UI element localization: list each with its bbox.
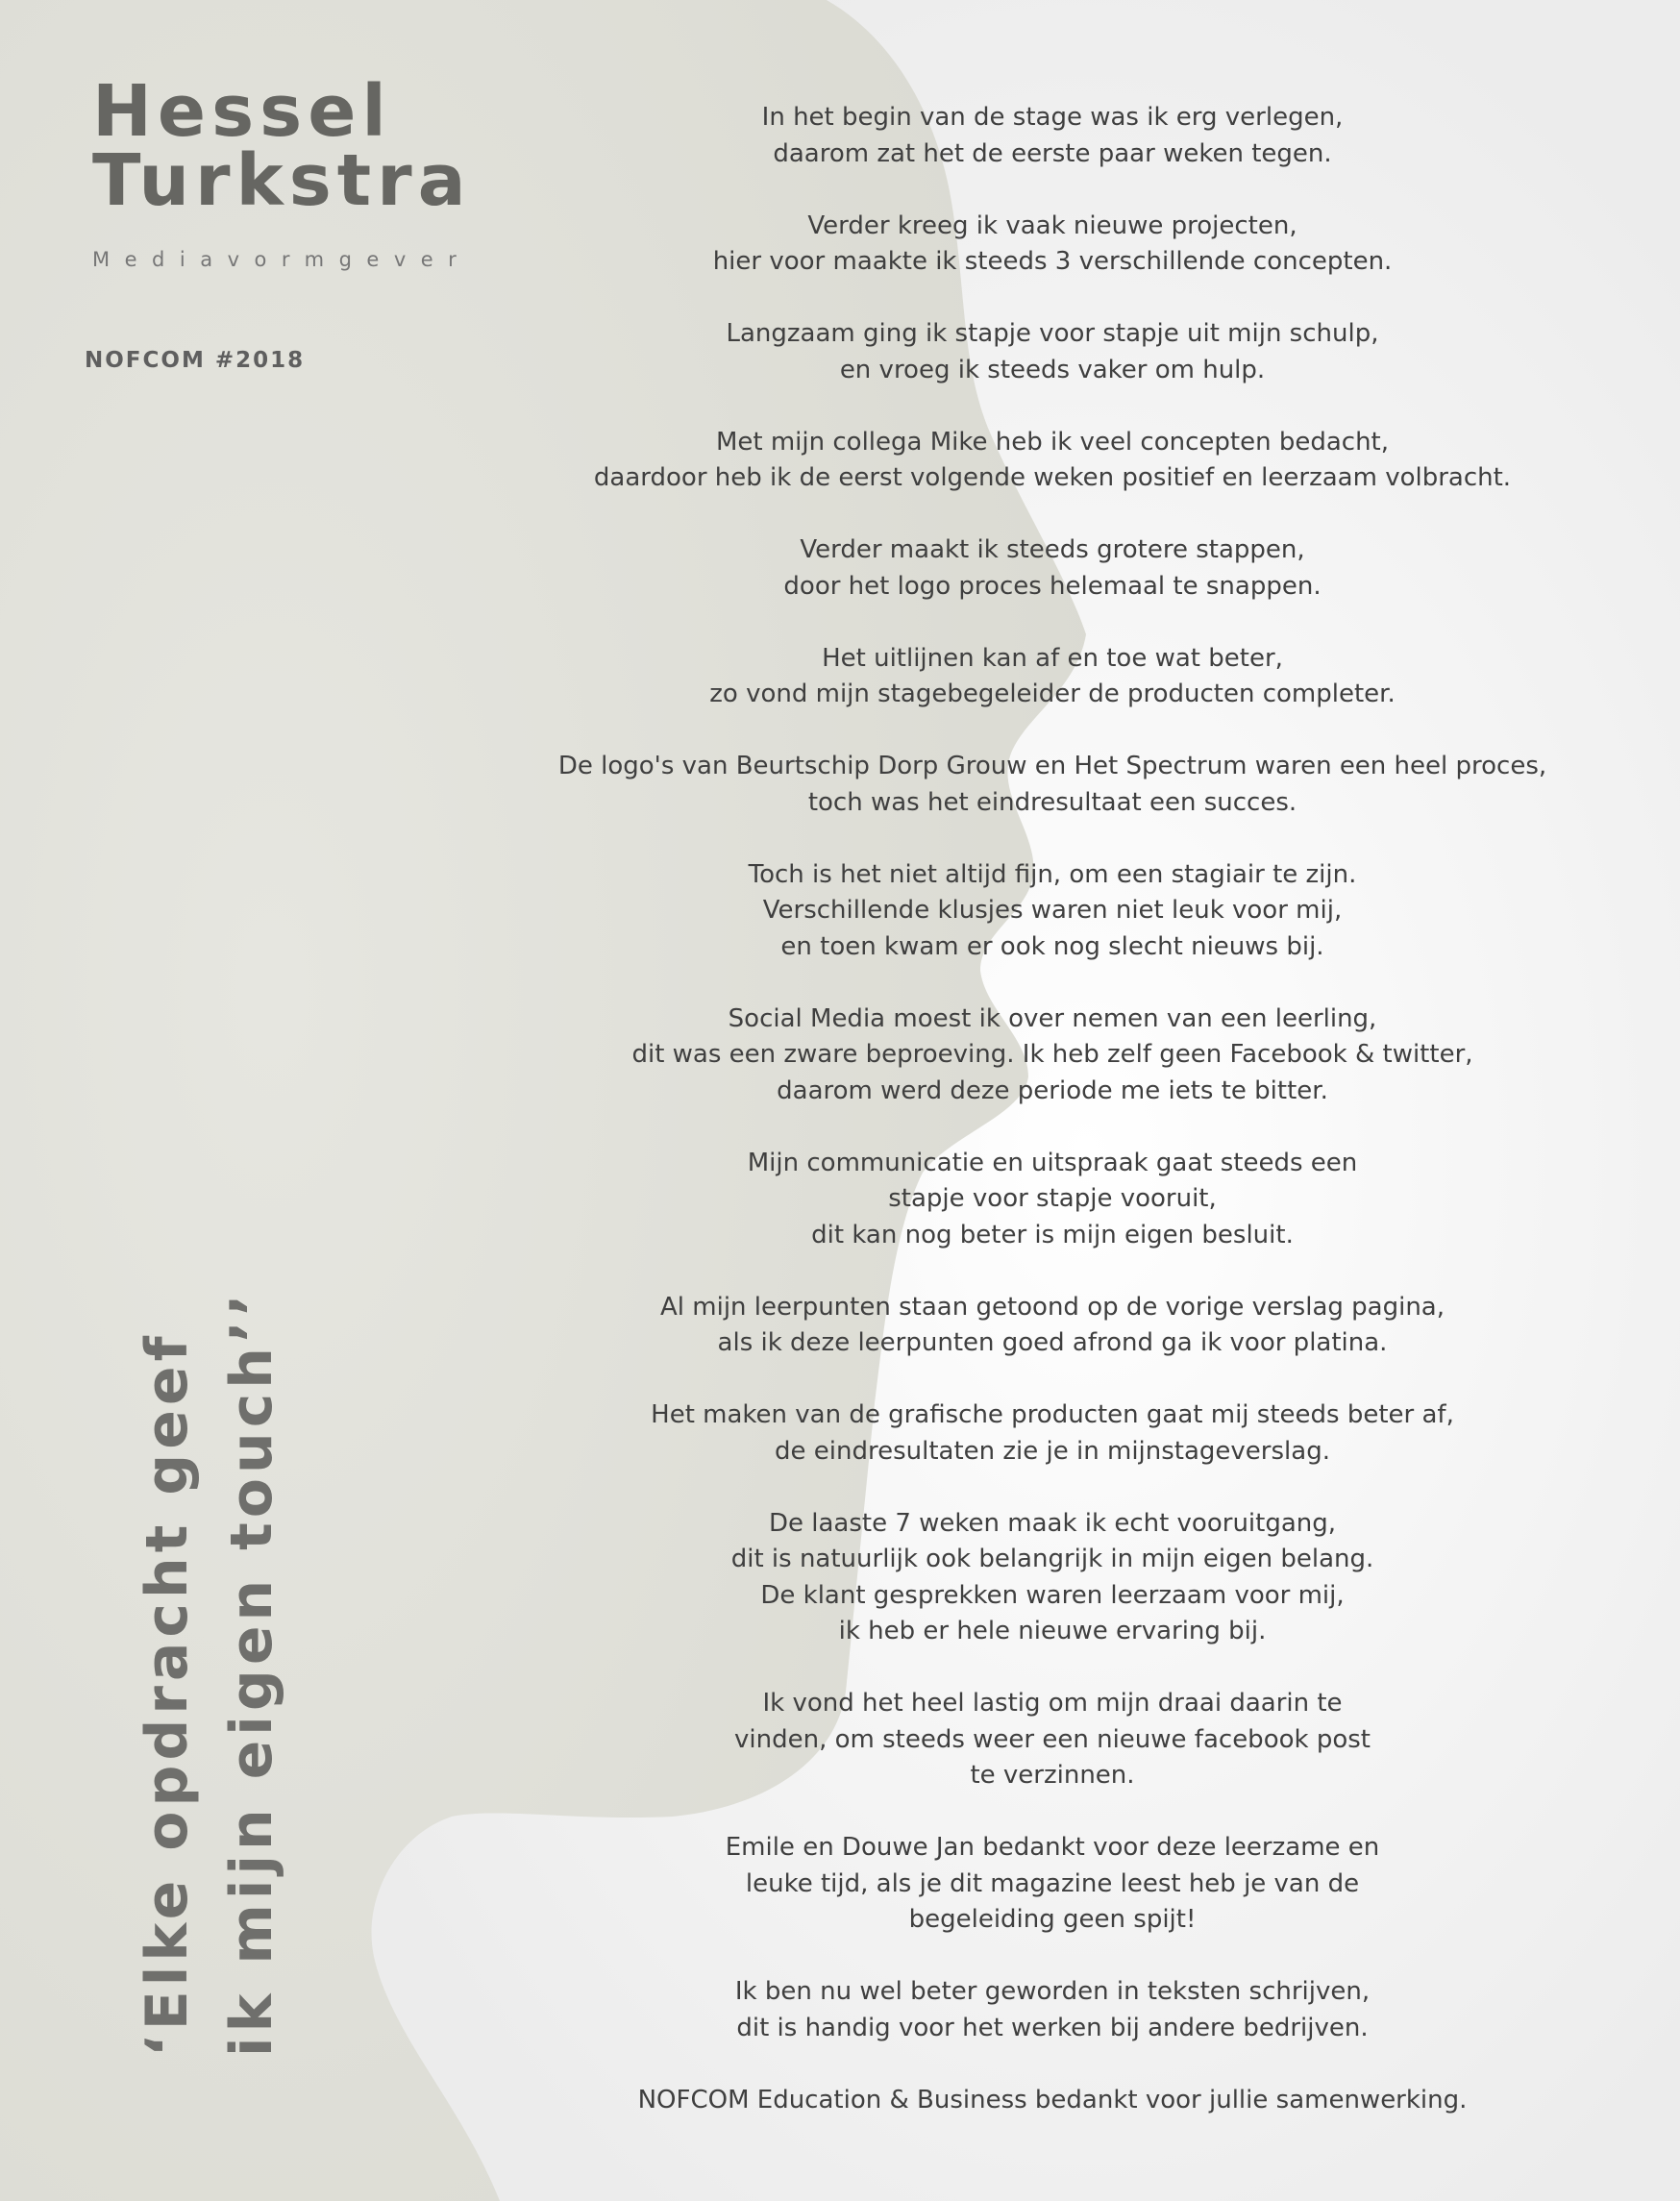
poem-line: In het begin van de stage was ik erg verlegen, (761, 103, 1344, 132)
poem-line: Toch is het niet altijd fijn, om een stagiair te zijn. (748, 859, 1357, 889)
poem-line: Ik ben nu wel beter geworden in teksten schrijven, (734, 1977, 1371, 2006)
poem-line: Verschillende klusjes waren niet leuk voor mij, (762, 896, 1343, 925)
poem-line: de eindresultaten zie je in mijnstageverslag. (775, 1436, 1330, 1466)
poem-line: Langzaam ging ik stapje voor stapje uit mijn schulp, (726, 319, 1379, 348)
poem-line: Verder kreeg ik vaak nieuwe projecten, (807, 210, 1297, 240)
poem-line: Ik vond het heel lastig om mijn draai daarin te (762, 1689, 1343, 1718)
poem-line: NOFCOM Education & Business bedankt voor jullie samenwerking. (637, 2085, 1468, 2114)
poem-line: Het uitlijnen kan af en toe wat beter, (822, 643, 1283, 673)
poem-line: zo vond mijn stagebegeleider de producten completer. (709, 680, 1396, 708)
poem-line: Met mijn collega Mike heb ik veel concepten bedacht, (715, 427, 1390, 457)
poem-line: dit is natuurlijk ook belangrijk in mijn eigen belang. (730, 1545, 1374, 1573)
author-first-name: Hessel (92, 70, 392, 153)
poem-stanza (529, 1974, 1576, 2046)
poem-stanza (529, 316, 1576, 388)
poem-line: als ik deze leerpunten goed afrond ga ik voor platina. (717, 1328, 1388, 1357)
poem-line: Het maken van de grafische producten gaat mij steeds beter af, (651, 1400, 1454, 1429)
poem-line: te verzinnen. (970, 1761, 1135, 1790)
poem-line: en vroeg ik steeds vaker om hulp. (839, 355, 1266, 384)
poem-line: Verder maakt ik steeds grotere stappen, (800, 535, 1305, 564)
poem-line: vinden, om steeds weer een nieuwe facebook post (734, 1724, 1371, 1754)
poem-stanza (529, 1146, 1576, 1254)
poem-line: dit was een zware beproeving. Ik heb zelf geen Facebook & twitter, (631, 1040, 1473, 1069)
poem-line: daarom werd deze periode me iets te bitter. (777, 1076, 1328, 1105)
author-last-name: Turkstra (92, 139, 472, 222)
poem-stanza (529, 1290, 1576, 1362)
poem-line: dit kan nog beter is mijn eigen besluit. (811, 1220, 1294, 1249)
poem-body (529, 100, 1576, 2155)
poem-stanza (529, 100, 1576, 172)
author-name (92, 70, 472, 222)
poem-line: begeleiding geen spijt! (908, 1905, 1197, 1934)
poem-stanza (529, 1506, 1576, 1650)
poem-line: toch was het eindresultaat een succes. (807, 787, 1297, 817)
poem-stanza (529, 1686, 1576, 1794)
poem-line: leuke tijd, als je dit magazine leest heb je van de (745, 1868, 1360, 1898)
pull-quote-line-1: ‘Elke opdracht geef (134, 1331, 201, 2057)
poem-stanza (529, 2083, 1576, 2119)
poem-line: dit is handig voor het werken bij andere bedrijven. (736, 2013, 1369, 2042)
edition-tag: NOFCOM #2018 (85, 348, 306, 373)
poem-stanza (529, 1002, 1576, 1110)
poem-stanza (529, 1830, 1576, 1939)
poem-line: daardoor heb ik de eerst volgende weken positief en leerzaam volbracht. (593, 463, 1512, 492)
poem-stanza (529, 532, 1576, 605)
poem-stanza (529, 641, 1576, 713)
poem-stanza (529, 749, 1576, 821)
author-role: Mediavormgever (92, 248, 472, 271)
poem-line: ik heb er hele nieuwe ervaring bij. (838, 1617, 1267, 1645)
poem-stanza (529, 857, 1576, 966)
poem-line: door het logo proces helemaal te snappen. (783, 571, 1322, 601)
author-header (92, 70, 472, 271)
poem-stanza (529, 1397, 1576, 1470)
poem-line: Mijn communicatie en uitspraak gaat steeds een (747, 1148, 1358, 1177)
poem-stanza (529, 425, 1576, 497)
poem-stanza (529, 209, 1576, 281)
poem-line: hier voor maakte ik steeds 3 verschillende concepten. (712, 247, 1393, 276)
poem-line: De klant gesprekken waren leerzaam voor mij, (760, 1580, 1345, 1610)
poem-line: Social Media moest ik over nemen van een leerling, (728, 1003, 1377, 1033)
poem-line: daarom zat het de eerste paar weken tegen. (773, 138, 1332, 168)
poem-line: Al mijn leerpunten staan getoond op de vorige verslag pagina, (660, 1292, 1445, 1322)
pull-quote-line-2: ik mijn eigen touch’’ (218, 1289, 285, 2057)
poem-line: Emile en Douwe Jan bedankt voor deze leerzame en (725, 1833, 1380, 1862)
poem-line: De laaste 7 weken maak ik echt vooruitgang, (768, 1508, 1337, 1538)
poem-line: stapje voor stapje vooruit, (888, 1184, 1217, 1213)
poem-line: De logo's van Beurtschip Dorp Grouw en Het Spectrum waren een heel proces, (557, 752, 1547, 780)
poem-line: en toen kwam er ook nog slecht nieuws bij. (780, 931, 1324, 961)
